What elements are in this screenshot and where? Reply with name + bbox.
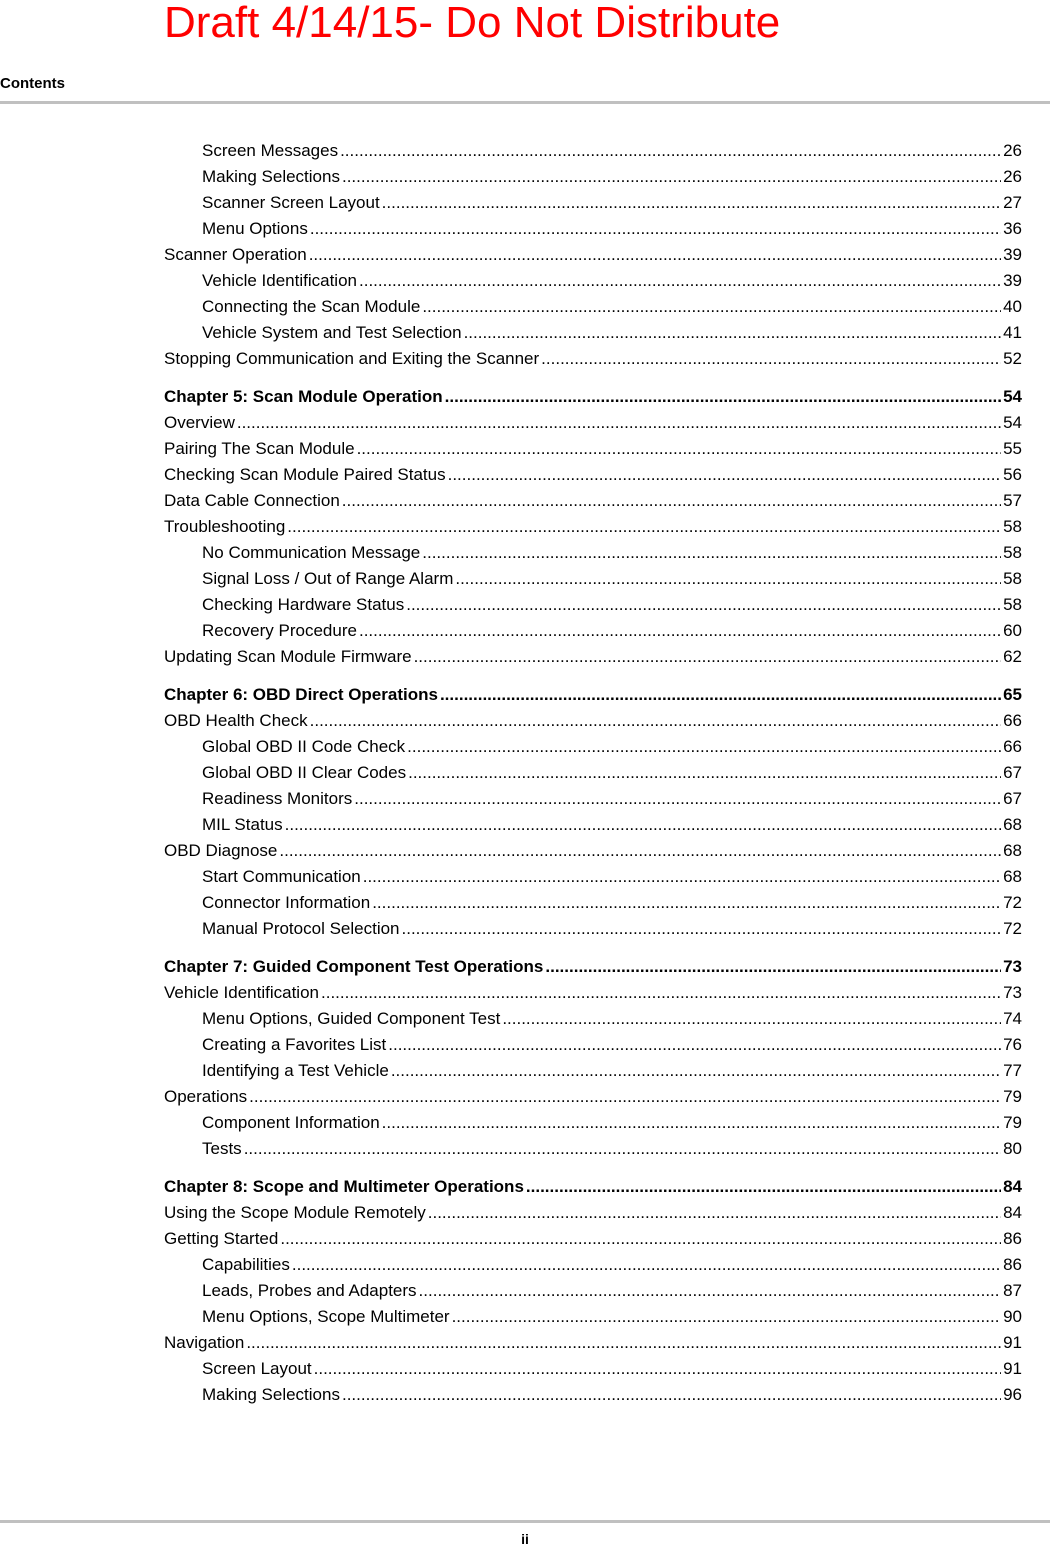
toc-entry[interactable] [164, 1136, 1022, 1162]
toc-dot-leader [342, 490, 1001, 512]
toc-entry-page: 66 [1003, 711, 1022, 730]
toc-entry-page: 74 [1003, 1009, 1022, 1028]
toc-entry-title: Creating a Favorites List [202, 1035, 387, 1054]
toc-entry-title: Global OBD II Clear Codes [202, 763, 407, 782]
toc-entry-title: Recovery Procedure [202, 621, 357, 640]
toc-entry-title: Scanner Operation [164, 245, 307, 264]
toc-dot-leader [363, 866, 1001, 888]
toc-entry[interactable] [164, 786, 1022, 812]
toc-entry-page: 36 [1003, 219, 1022, 238]
toc-entry-title: Manual Protocol Selection [202, 919, 400, 938]
toc-entry-page: 72 [1003, 893, 1022, 912]
toc-entry[interactable] [164, 1058, 1022, 1084]
toc-entry-page: 58 [1003, 517, 1022, 536]
toc-entry[interactable] [164, 1382, 1022, 1408]
toc-entry-page: 41 [1003, 323, 1022, 342]
toc-dot-leader [372, 892, 1001, 914]
toc-dot-leader [279, 840, 1001, 862]
toc-entry-page: 72 [1003, 919, 1022, 938]
toc-entry[interactable] [164, 1330, 1022, 1356]
toc-dot-leader [422, 296, 1001, 318]
toc-entry-page: 62 [1003, 647, 1022, 666]
toc-dot-leader [342, 1384, 1001, 1406]
toc-entry[interactable] [164, 164, 1022, 190]
toc-entry-title: Checking Hardware Status [202, 595, 405, 614]
toc-entry[interactable] [164, 890, 1022, 916]
toc-dot-leader [414, 646, 1002, 668]
toc-chapter-entry[interactable] [164, 384, 1022, 410]
toc-entry-title: Making Selections [202, 167, 340, 186]
toc-dot-leader [285, 814, 1001, 836]
section-label: Contents [0, 75, 65, 92]
toc-entry-page: 26 [1003, 141, 1022, 160]
toc-entry-title: Troubleshooting [164, 517, 286, 536]
toc-entry[interactable] [164, 566, 1022, 592]
toc-dot-leader [428, 1202, 1001, 1224]
toc-dot-leader [448, 464, 1001, 486]
toc-entry-title: Readiness Monitors [202, 789, 353, 808]
toc-entry-page: 57 [1003, 491, 1022, 510]
toc-entry-title: Connector Information [202, 893, 371, 912]
toc-dot-leader [310, 218, 1001, 240]
toc-entry-title: Connecting the Scan Module [202, 297, 421, 316]
toc-entry-page: 39 [1003, 271, 1022, 290]
toc-entry-title: Tests [202, 1139, 242, 1158]
toc-dot-leader [321, 982, 1001, 1004]
toc-entry-page: 40 [1003, 297, 1022, 316]
toc-entry-page: 73 [1003, 957, 1022, 976]
toc-dot-leader [408, 762, 1001, 784]
toc-entry[interactable] [164, 410, 1022, 436]
toc-dot-leader [354, 788, 1001, 810]
toc-entry-page: 55 [1003, 439, 1022, 458]
toc-dot-leader [359, 620, 1001, 642]
toc-entry-title: Checking Scan Module Paired Status [164, 465, 446, 484]
toc-entry-title: MIL Status [202, 815, 283, 834]
toc-entry-title: Screen Layout [202, 1359, 312, 1378]
toc-dot-leader [287, 516, 1001, 538]
toc-entry[interactable] [164, 708, 1022, 734]
toc-entry-title: OBD Health Check [164, 711, 308, 730]
toc-entry[interactable] [164, 864, 1022, 890]
toc-entry-page: 73 [1003, 983, 1022, 1002]
toc-entry-page: 58 [1003, 595, 1022, 614]
toc-entry-title: Navigation [164, 1333, 245, 1352]
toc-entry-page: 58 [1003, 543, 1022, 562]
toc-entry-page: 60 [1003, 621, 1022, 640]
toc-entry-page: 86 [1003, 1229, 1022, 1248]
toc-entry-page: 80 [1003, 1139, 1022, 1158]
toc-entry[interactable] [164, 190, 1022, 216]
toc-entry[interactable] [164, 1006, 1022, 1032]
toc-dot-leader [541, 348, 1001, 370]
toc-entry-title: Vehicle Identification [164, 983, 319, 1002]
toc-entry-page: 86 [1003, 1255, 1022, 1274]
toc-entry-page: 67 [1003, 789, 1022, 808]
toc-entry-title: Start Communication [202, 867, 361, 886]
toc-dot-leader [382, 192, 1001, 214]
toc-entry[interactable] [164, 436, 1022, 462]
toc-dot-leader [292, 1254, 1001, 1276]
toc-entry[interactable] [164, 1084, 1022, 1110]
toc-dot-leader [237, 412, 1001, 434]
toc-entry[interactable] [164, 320, 1022, 346]
toc-dot-leader [391, 1060, 1001, 1082]
toc-entry-page: 68 [1003, 841, 1022, 860]
toc-entry[interactable] [164, 812, 1022, 838]
header-divider [0, 101, 1050, 104]
toc-entry-title: Menu Options, Guided Component Test [202, 1009, 501, 1028]
toc-chapter-entry[interactable] [164, 1174, 1022, 1200]
toc-entry-page: 66 [1003, 737, 1022, 756]
toc-chapter-entry[interactable] [164, 954, 1022, 980]
toc-entry[interactable] [164, 734, 1022, 760]
toc-entry[interactable] [164, 514, 1022, 540]
toc-dot-leader [314, 1358, 1001, 1380]
toc-dot-leader [545, 956, 1001, 978]
toc-dot-leader [280, 1228, 1001, 1250]
toc-entry-page: 68 [1003, 867, 1022, 886]
toc-entry-page: 96 [1003, 1385, 1022, 1404]
toc-entry-page: 90 [1003, 1307, 1022, 1326]
toc-entry[interactable] [164, 540, 1022, 566]
toc-entry[interactable] [164, 1110, 1022, 1136]
toc-dot-leader [445, 386, 1001, 408]
toc-entry[interactable] [164, 1356, 1022, 1382]
toc-entry[interactable] [164, 242, 1022, 268]
toc-entry[interactable] [164, 294, 1022, 320]
toc-entry-title: Making Selections [202, 1385, 340, 1404]
toc-entry[interactable] [164, 1032, 1022, 1058]
toc-entry[interactable] [164, 488, 1022, 514]
toc-entry[interactable] [164, 980, 1022, 1006]
toc-entry[interactable] [164, 760, 1022, 786]
toc-entry-title: Chapter 7: Guided Component Test Operations [164, 957, 544, 976]
toc-entry-title: Pairing The Scan Module [164, 439, 355, 458]
toc-dot-leader [452, 1306, 1002, 1328]
toc-dot-leader [407, 736, 1001, 758]
toc-dot-leader [526, 1176, 1001, 1198]
toc-entry-title: Chapter 8: Scope and Multimeter Operations [164, 1177, 524, 1196]
toc-entry[interactable] [164, 216, 1022, 242]
toc-dot-leader [382, 1112, 1001, 1134]
toc-entry-page: 54 [1003, 387, 1022, 406]
toc-entry-page: 91 [1003, 1359, 1022, 1378]
toc-entry-title: Chapter 6: OBD Direct Operations [164, 685, 438, 704]
toc-entry-page: 84 [1003, 1177, 1022, 1196]
toc-dot-leader [246, 1332, 1001, 1354]
toc-entry[interactable] [164, 1278, 1022, 1304]
toc-entry-page: 39 [1003, 245, 1022, 264]
toc-entry-title: Updating Scan Module Firmware [164, 647, 412, 666]
toc-entry-page: 26 [1003, 167, 1022, 186]
toc-entry-title: Menu Options [202, 219, 308, 238]
toc-dot-leader [388, 1034, 1001, 1056]
footer-divider [0, 1520, 1050, 1523]
toc-dot-leader [419, 1280, 1002, 1302]
toc-chapter-entry[interactable] [164, 682, 1022, 708]
toc-entry-title: Using the Scope Module Remotely [164, 1203, 426, 1222]
toc-entry-title: Component Information [202, 1113, 380, 1132]
toc-entry-title: OBD Diagnose [164, 841, 278, 860]
toc-dot-leader [402, 918, 1002, 940]
toc-entry-page: 65 [1003, 685, 1022, 704]
toc-entry-page: 79 [1003, 1087, 1022, 1106]
toc-dot-leader [244, 1138, 1001, 1160]
toc-dot-leader [359, 270, 1001, 292]
toc-entry[interactable] [164, 1226, 1022, 1252]
toc-entry[interactable] [164, 592, 1022, 618]
toc-entry-title: Chapter 5: Scan Module Operation [164, 387, 443, 406]
toc-entry-page: 67 [1003, 763, 1022, 782]
toc-dot-leader [455, 568, 1001, 590]
toc-entry-title: Vehicle Identification [202, 271, 357, 290]
toc-dot-leader [357, 438, 1002, 460]
toc-dot-leader [249, 1086, 1001, 1108]
toc-dot-leader [310, 710, 1001, 732]
toc-entry[interactable] [164, 138, 1022, 164]
toc-entry[interactable] [164, 644, 1022, 670]
toc-entry-page: 56 [1003, 465, 1022, 484]
toc-entry-title: Capabilities [202, 1255, 290, 1274]
toc-entry[interactable] [164, 1252, 1022, 1278]
toc-entry-page: 87 [1003, 1281, 1022, 1300]
draft-watermark: Draft 4/14/15- Do Not Distribute [164, 0, 781, 47]
toc-entry-title: No Communication Message [202, 543, 421, 562]
toc-dot-leader [406, 594, 1001, 616]
toc-entry-title: Leads, Probes and Adapters [202, 1281, 417, 1300]
toc-entry-page: 54 [1003, 413, 1022, 432]
toc-entry-page: 68 [1003, 815, 1022, 834]
toc-entry-page: 91 [1003, 1333, 1022, 1352]
toc-entry-page: 58 [1003, 569, 1022, 588]
toc-entry-title: Stopping Communication and Exiting the Scanner [164, 349, 540, 368]
toc-entry-title: Signal Loss / Out of Range Alarm [202, 569, 454, 588]
toc-entry-page: 52 [1003, 349, 1022, 368]
toc-entry[interactable] [164, 1304, 1022, 1330]
toc-entry[interactable] [164, 268, 1022, 294]
toc-dot-leader [464, 322, 1002, 344]
toc-dot-leader [309, 244, 1001, 266]
toc-entry-title: Scanner Screen Layout [202, 193, 380, 212]
toc-dot-leader [340, 140, 1001, 162]
toc-entry-page: 79 [1003, 1113, 1022, 1132]
toc-entry-page: 77 [1003, 1061, 1022, 1080]
toc-entry-title: Vehicle System and Test Selection [202, 323, 462, 342]
toc-dot-leader [422, 542, 1001, 564]
toc-entry[interactable] [164, 1200, 1022, 1226]
toc-entry-title: Data Cable Connection [164, 491, 340, 510]
toc-entry[interactable] [164, 462, 1022, 488]
toc-entry[interactable] [164, 838, 1022, 864]
toc-entry[interactable] [164, 916, 1022, 942]
toc-dot-leader [440, 684, 1001, 706]
toc-entry-title: Screen Messages [202, 141, 339, 160]
toc-dot-leader [502, 1008, 1001, 1030]
toc-entry[interactable] [164, 346, 1022, 372]
toc-entry-page: 27 [1003, 193, 1022, 212]
toc-entry-title: Global OBD II Code Check [202, 737, 406, 756]
toc-entry-title: Getting Started [164, 1229, 279, 1248]
toc-entry-title: Menu Options, Scope Multimeter [202, 1307, 450, 1326]
toc-entry-title: Identifying a Test Vehicle [202, 1061, 389, 1080]
page-number: ii [521, 1531, 529, 1547]
toc-entry-title: Operations [164, 1087, 248, 1106]
toc-entry-title: Overview [164, 413, 235, 432]
toc-entry[interactable] [164, 618, 1022, 644]
toc-dot-leader [342, 166, 1001, 188]
table-of-contents [164, 138, 1022, 1408]
toc-entry-page: 76 [1003, 1035, 1022, 1054]
toc-entry-page: 84 [1003, 1203, 1022, 1222]
